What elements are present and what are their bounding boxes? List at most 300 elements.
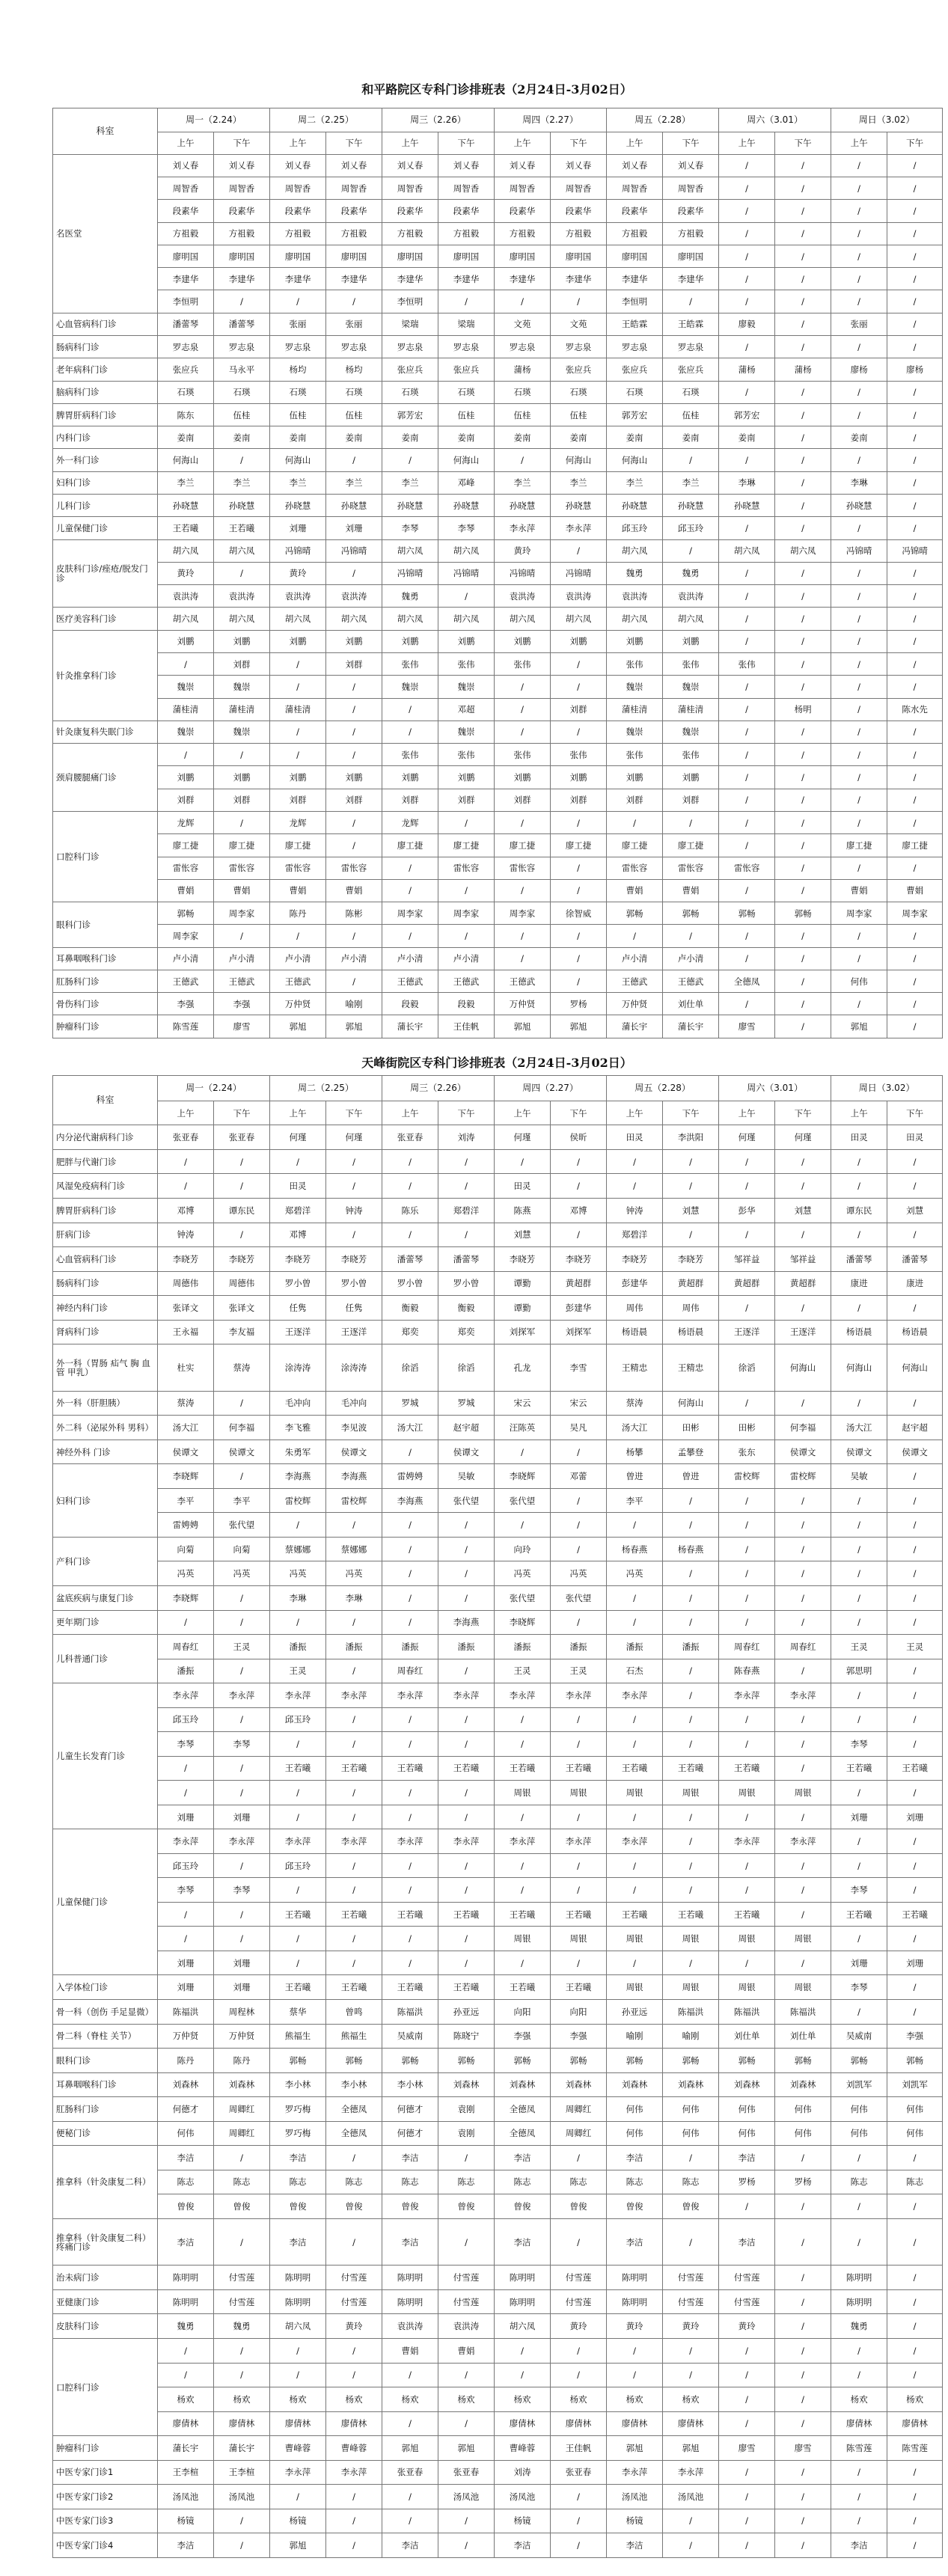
doctor-cell: / bbox=[158, 652, 214, 675]
table-row bbox=[53, 471, 943, 494]
doctor-cell: / bbox=[382, 1878, 438, 1903]
doctor-cell: 刘鹏 bbox=[438, 766, 495, 789]
doctor-cell: 邓超 bbox=[438, 698, 495, 721]
doctor-cell: 刘珊 bbox=[326, 517, 382, 539]
doctor-cell: 郭旭 bbox=[831, 1015, 887, 1038]
doctor-cell: / bbox=[831, 1853, 887, 1878]
dept-name: 医疗美容科门诊 bbox=[53, 608, 158, 630]
doctor-cell: 冯英 bbox=[551, 1561, 607, 1586]
doctor-cell: 汤凤池 bbox=[663, 2485, 719, 2509]
doctor-cell: 田彬 bbox=[663, 1416, 719, 1440]
doctor-cell: / bbox=[214, 2509, 270, 2533]
doctor-cell: 周伟 bbox=[607, 1296, 663, 1321]
doctor-cell: 汤凤池 bbox=[214, 2485, 270, 2509]
doctor-cell: 邓博 bbox=[270, 1223, 326, 1247]
doctor-cell: / bbox=[326, 1927, 382, 1951]
doctor-cell: / bbox=[775, 585, 831, 608]
doctor-cell: 曾进 bbox=[663, 1464, 719, 1489]
dept-name: 儿童保健门诊 bbox=[53, 1829, 158, 1975]
doctor-cell: 曾俊 bbox=[551, 2194, 607, 2219]
doctor-cell: 何伟 bbox=[775, 2097, 831, 2122]
doctor-cell: 陈明明 bbox=[270, 2266, 326, 2290]
doctor-cell: / bbox=[775, 947, 831, 970]
doctor-cell: 黄玲 bbox=[326, 2314, 382, 2339]
doctor-cell: / bbox=[158, 1927, 214, 1951]
doctor-cell: / bbox=[438, 2533, 495, 2558]
doctor-cell: 蔡华 bbox=[270, 2000, 326, 2025]
doctor-cell: 潘振 bbox=[551, 1635, 607, 1659]
doctor-cell: 周卿红 bbox=[214, 2097, 270, 2122]
doctor-cell: 廖倩林 bbox=[326, 2411, 382, 2436]
doctor-cell: 何伟 bbox=[663, 2097, 719, 2122]
doctor-cell: 雷娉娉 bbox=[158, 1513, 214, 1538]
doctor-cell: / bbox=[326, 2533, 382, 2558]
doctor-cell: 李洁 bbox=[607, 2146, 663, 2170]
doctor-cell: / bbox=[438, 1853, 495, 1878]
doctor-cell: 喻刚 bbox=[663, 2024, 719, 2049]
doctor-cell: 李晓辉 bbox=[495, 1610, 551, 1635]
doctor-cell: / bbox=[326, 562, 382, 584]
doctor-cell: 刘珊 bbox=[158, 1805, 214, 1829]
doctor-cell: 李琴 bbox=[158, 1732, 214, 1757]
doctor-cell: 雷娉娉 bbox=[382, 1464, 438, 1489]
doctor-cell: / bbox=[719, 2338, 775, 2363]
doctor-cell: 曾俊 bbox=[214, 2194, 270, 2219]
doctor-cell: 陈明明 bbox=[831, 2289, 887, 2314]
doctor-cell: 李永萍 bbox=[382, 1829, 438, 1854]
doctor-cell: / bbox=[438, 2218, 495, 2266]
doctor-cell: 罗志泉 bbox=[607, 336, 663, 358]
doctor-cell: 曹娟 bbox=[438, 2338, 495, 2363]
doctor-cell: / bbox=[551, 947, 607, 970]
doctor-cell: 李建华 bbox=[663, 268, 719, 290]
doctor-cell: 李晓芳 bbox=[663, 1247, 719, 1272]
doctor-cell: 李建华 bbox=[270, 268, 326, 290]
doctor-cell: / bbox=[438, 1174, 495, 1199]
doctor-cell: 方祖毅 bbox=[607, 222, 663, 245]
doctor-cell: / bbox=[270, 744, 326, 766]
doctor-cell: 何伟 bbox=[607, 2121, 663, 2146]
table-row bbox=[53, 222, 943, 245]
doctor-cell: 周银 bbox=[607, 1975, 663, 2000]
doctor-cell: / bbox=[831, 562, 887, 584]
table-row bbox=[53, 2509, 943, 2533]
doctor-cell: 伍桂 bbox=[551, 403, 607, 426]
doctor-cell: 王若曦 bbox=[551, 1902, 607, 1927]
doctor-cell: / bbox=[663, 1878, 719, 1903]
doctor-cell: / bbox=[831, 403, 887, 426]
doctor-cell: / bbox=[887, 2509, 943, 2533]
doctor-cell: 李琴 bbox=[382, 517, 438, 539]
doctor-cell: 潘振 bbox=[382, 1635, 438, 1659]
doctor-cell: / bbox=[775, 290, 831, 313]
doctor-cell: 曾俊 bbox=[607, 2194, 663, 2219]
table-row bbox=[53, 381, 943, 403]
doctor-cell: 罗小曾 bbox=[382, 1271, 438, 1296]
doctor-cell: / bbox=[438, 1223, 495, 1247]
doctor-cell: 曾俊 bbox=[663, 2194, 719, 2219]
doctor-cell: / bbox=[831, 381, 887, 403]
session-am-header: 上午 bbox=[831, 1101, 887, 1125]
doctor-cell: / bbox=[495, 1853, 551, 1878]
doctor-cell: / bbox=[887, 1391, 943, 1416]
doctor-cell: 曹娟 bbox=[214, 879, 270, 902]
doctor-cell: 孙晓慧 bbox=[831, 495, 887, 517]
doctor-cell: 刘珊 bbox=[214, 1805, 270, 1829]
doctor-cell: / bbox=[831, 290, 887, 313]
doctor-cell: / bbox=[719, 1805, 775, 1829]
doctor-cell: 段素华 bbox=[495, 200, 551, 222]
doctor-cell: 石瑛 bbox=[326, 381, 382, 403]
doctor-cell: / bbox=[382, 698, 438, 721]
doctor-cell: 李晓芳 bbox=[607, 1247, 663, 1272]
doctor-cell: / bbox=[775, 245, 831, 267]
doctor-cell: 刘乂春 bbox=[158, 154, 214, 177]
doctor-cell: 陈明明 bbox=[607, 2266, 663, 2290]
doctor-cell: 汤大江 bbox=[607, 1416, 663, 1440]
doctor-cell: 胡六凤 bbox=[214, 539, 270, 562]
doctor-cell: 段素华 bbox=[158, 200, 214, 222]
doctor-cell: 方祖毅 bbox=[270, 222, 326, 245]
doctor-cell: 张丽 bbox=[326, 313, 382, 335]
doctor-cell: 张代望 bbox=[214, 1513, 270, 1538]
doctor-cell: 李永萍 bbox=[158, 1683, 214, 1708]
doctor-cell: 刘鹏 bbox=[663, 766, 719, 789]
table-row bbox=[53, 1659, 943, 1683]
doctor-cell: 刘群 bbox=[663, 789, 719, 811]
doctor-cell: 李强 bbox=[887, 2024, 943, 2049]
doctor-cell: / bbox=[775, 403, 831, 426]
dept-name: 老年病科门诊 bbox=[53, 358, 158, 381]
doctor-cell: / bbox=[607, 1149, 663, 1174]
doctor-cell: / bbox=[382, 2485, 438, 2509]
doctor-cell: 周银 bbox=[775, 1781, 831, 1805]
table-row bbox=[53, 789, 943, 811]
table-row bbox=[53, 1927, 943, 1951]
doctor-cell: 向阳 bbox=[551, 2000, 607, 2025]
doctor-cell: 李琳 bbox=[270, 1585, 326, 1610]
doctor-cell: / bbox=[663, 1829, 719, 1854]
doctor-cell: 彭建华 bbox=[607, 1271, 663, 1296]
doctor-cell: 毛冲向 bbox=[270, 1391, 326, 1416]
doctor-cell: 石瑛 bbox=[214, 381, 270, 403]
doctor-cell: / bbox=[831, 1683, 887, 1708]
doctor-cell: 杨春燕 bbox=[663, 1537, 719, 1561]
doctor-cell: 郑奕 bbox=[382, 1320, 438, 1344]
doctor-cell: 李琴 bbox=[214, 1878, 270, 1903]
dept-name: 中医专家门诊4 bbox=[53, 2533, 158, 2558]
doctor-cell: 罗巧梅 bbox=[270, 2121, 326, 2146]
doctor-cell: 李海燕 bbox=[382, 1488, 438, 1513]
doctor-cell: 孙亚远 bbox=[438, 2000, 495, 2025]
doctor-cell: 吴凡 bbox=[551, 1416, 607, 1440]
doctor-cell: / bbox=[775, 2194, 831, 2219]
doctor-cell: / bbox=[326, 1878, 382, 1903]
doctor-cell: 熊福生 bbox=[270, 2024, 326, 2049]
doctor-cell: 梁瑞 bbox=[438, 313, 495, 335]
doctor-cell: 付雪莲 bbox=[663, 2266, 719, 2290]
doctor-cell: 李洁 bbox=[607, 2533, 663, 2558]
doctor-cell: 黄玲 bbox=[607, 2314, 663, 2339]
doctor-cell: 王若曦 bbox=[831, 1902, 887, 1927]
doctor-cell: / bbox=[719, 2387, 775, 2412]
doctor-cell: / bbox=[270, 1927, 326, 1951]
table-row bbox=[53, 426, 943, 449]
doctor-cell: 李建华 bbox=[495, 268, 551, 290]
doctor-cell: 马永平 bbox=[214, 358, 270, 381]
table-row bbox=[53, 1344, 943, 1392]
doctor-cell: 李永萍 bbox=[551, 1829, 607, 1854]
doctor-cell: 何德才 bbox=[382, 2097, 438, 2122]
table-row bbox=[53, 2266, 943, 2290]
doctor-cell: 何伟 bbox=[887, 2097, 943, 2122]
doctor-cell: 赵宇超 bbox=[887, 1416, 943, 1440]
doctor-cell: 孙晓慧 bbox=[382, 495, 438, 517]
doctor-cell: / bbox=[495, 925, 551, 947]
doctor-cell: 罗小曾 bbox=[326, 1271, 382, 1296]
doctor-cell: 黄玲 bbox=[719, 2314, 775, 2339]
doctor-cell: 郭畅 bbox=[775, 902, 831, 925]
doctor-cell: 刘乂春 bbox=[438, 154, 495, 177]
doctor-cell: / bbox=[326, 676, 382, 698]
doctor-cell: 李洁 bbox=[382, 2533, 438, 2558]
doctor-cell: 潘振 bbox=[438, 1635, 495, 1659]
doctor-cell: / bbox=[551, 970, 607, 992]
doctor-cell: 潘蕾琴 bbox=[831, 1247, 887, 1272]
table-row bbox=[53, 2387, 943, 2412]
doctor-cell: 黄玲 bbox=[663, 2314, 719, 2339]
dept-name: 耳鼻咽喉科门诊 bbox=[53, 2072, 158, 2097]
doctor-cell: / bbox=[775, 1223, 831, 1247]
doctor-cell: 王若曦 bbox=[831, 1756, 887, 1781]
doctor-cell: 曹娟 bbox=[663, 879, 719, 902]
doctor-cell: 伍桂 bbox=[270, 403, 326, 426]
doctor-cell: 何伟 bbox=[607, 2097, 663, 2122]
doctor-cell: 张应兵 bbox=[438, 358, 495, 381]
doctor-cell: / bbox=[663, 1585, 719, 1610]
doctor-cell: / bbox=[775, 2363, 831, 2387]
doctor-cell: 廖明国 bbox=[663, 245, 719, 267]
doctor-cell: 段毅 bbox=[438, 993, 495, 1015]
doctor-cell: 汪陈英 bbox=[495, 1416, 551, 1440]
doctor-cell: 刘凯军 bbox=[831, 2072, 887, 2097]
doctor-cell: / bbox=[775, 1805, 831, 1829]
doctor-cell: 刘森林 bbox=[158, 2072, 214, 2097]
doctor-cell: 何瑾 bbox=[326, 1125, 382, 1150]
doctor-cell: / bbox=[887, 2218, 943, 2266]
doctor-cell: / bbox=[831, 947, 887, 970]
doctor-cell: 周银 bbox=[607, 1927, 663, 1951]
doctor-cell: 陈春燕 bbox=[719, 1659, 775, 1683]
doctor-cell: 罗志泉 bbox=[382, 336, 438, 358]
doctor-cell: / bbox=[775, 1951, 831, 1975]
doctor-cell: 廖工捷 bbox=[551, 834, 607, 857]
doctor-cell: 张代望 bbox=[438, 1488, 495, 1513]
schedule-table bbox=[52, 1075, 943, 2558]
doctor-cell: 姜南 bbox=[551, 426, 607, 449]
doctor-cell: 李永萍 bbox=[663, 2460, 719, 2485]
doctor-cell: 潘振 bbox=[158, 1659, 214, 1683]
table-row bbox=[53, 947, 943, 970]
doctor-cell: 刘鹏 bbox=[551, 630, 607, 652]
doctor-cell: 胡六凤 bbox=[382, 539, 438, 562]
doctor-cell: 袁洪涛 bbox=[382, 2314, 438, 2339]
hepinglu-schedule bbox=[52, 0, 941, 1051]
doctor-cell: / bbox=[158, 1174, 214, 1199]
doctor-cell: / bbox=[551, 539, 607, 562]
doctor-cell: / bbox=[775, 811, 831, 833]
doctor-cell: 刘仕单 bbox=[663, 993, 719, 1015]
doctor-cell: 蒲杨 bbox=[719, 358, 775, 381]
doctor-cell: 万仲贤 bbox=[214, 2024, 270, 2049]
day-header: 周二（2.25） bbox=[270, 1076, 382, 1101]
doctor-cell: 王若曦 bbox=[382, 1756, 438, 1781]
doctor-cell: 王德武 bbox=[382, 970, 438, 992]
doctor-cell: / bbox=[887, 970, 943, 992]
doctor-cell: 姜南 bbox=[607, 426, 663, 449]
doctor-cell: / bbox=[887, 336, 943, 358]
doctor-cell: / bbox=[887, 495, 943, 517]
doctor-cell: 廖倩林 bbox=[887, 2411, 943, 2436]
doctor-cell: / bbox=[663, 2146, 719, 2170]
doctor-cell: / bbox=[887, 2266, 943, 2290]
doctor-cell: / bbox=[214, 1781, 270, 1805]
doctor-cell: 侯谭文 bbox=[214, 1440, 270, 1464]
doctor-cell: / bbox=[382, 1610, 438, 1635]
doctor-cell: 潘振 bbox=[326, 1635, 382, 1659]
doctor-cell: / bbox=[382, 1707, 438, 1732]
doctor-cell: 付雪莲 bbox=[214, 2289, 270, 2314]
doctor-cell: 刘群 bbox=[382, 789, 438, 811]
table-row bbox=[53, 1296, 943, 1321]
doctor-cell: 冯锦晴 bbox=[551, 562, 607, 584]
session-am-header: 上午 bbox=[831, 132, 887, 154]
doctor-cell: / bbox=[887, 222, 943, 245]
doctor-cell: / bbox=[551, 1610, 607, 1635]
doctor-cell: 全德凤 bbox=[326, 2121, 382, 2146]
doctor-cell: 蒲杨 bbox=[495, 358, 551, 381]
dept-name: 更年期门诊 bbox=[53, 1610, 158, 1635]
doctor-cell: 李洁 bbox=[495, 2218, 551, 2266]
doctor-cell: 姜南 bbox=[831, 426, 887, 449]
doctor-cell: 魏崇 bbox=[382, 676, 438, 698]
dept-name: 外一科（胃肠 疝气 胸 血管 甲乳） bbox=[53, 1344, 158, 1392]
doctor-cell: / bbox=[214, 2146, 270, 2170]
doctor-cell: 冯锦晴 bbox=[326, 539, 382, 562]
doctor-cell: / bbox=[719, 1878, 775, 1903]
doctor-cell: 冯英 bbox=[214, 1561, 270, 1586]
dept-name: 产科门诊 bbox=[53, 1537, 158, 1585]
doctor-cell: / bbox=[831, 1585, 887, 1610]
doctor-cell: / bbox=[775, 1878, 831, 1903]
doctor-cell: / bbox=[158, 1610, 214, 1635]
doctor-cell: 周德伟 bbox=[214, 1271, 270, 1296]
doctor-cell: 彭建华 bbox=[551, 1296, 607, 1321]
doctor-cell: / bbox=[326, 449, 382, 471]
doctor-cell: / bbox=[719, 1223, 775, 1247]
doctor-cell: 全德凤 bbox=[719, 970, 775, 992]
doctor-cell: 王逐洋 bbox=[270, 1320, 326, 1344]
doctor-cell: 李见波 bbox=[326, 1416, 382, 1440]
doctor-cell: / bbox=[831, 222, 887, 245]
doctor-cell: / bbox=[663, 1853, 719, 1878]
doctor-cell: 雷校辉 bbox=[775, 1464, 831, 1489]
doctor-cell: 李晓芳 bbox=[158, 1247, 214, 1272]
doctor-cell: 喻刚 bbox=[607, 2024, 663, 2049]
doctor-cell: 陈晓宁 bbox=[438, 2024, 495, 2049]
doctor-cell: 廖工捷 bbox=[607, 834, 663, 857]
table-row bbox=[53, 902, 943, 925]
doctor-cell: 蔡涛 bbox=[607, 1391, 663, 1416]
doctor-cell: 方祖毅 bbox=[438, 222, 495, 245]
doctor-cell: 宋云 bbox=[551, 1391, 607, 1416]
doctor-cell: 周李家 bbox=[382, 902, 438, 925]
doctor-cell: / bbox=[438, 1732, 495, 1757]
dept-name: 外一科（肝胆胰） bbox=[53, 1391, 158, 1416]
session-am-header: 上午 bbox=[719, 132, 775, 154]
doctor-cell: / bbox=[551, 879, 607, 902]
doctor-cell: 陈雪莲 bbox=[831, 2436, 887, 2461]
doctor-cell: 刘群 bbox=[326, 652, 382, 675]
doctor-cell: 何德才 bbox=[158, 2097, 214, 2122]
doctor-cell: / bbox=[831, 1707, 887, 1732]
doctor-cell: / bbox=[551, 2363, 607, 2387]
doctor-cell: / bbox=[438, 1149, 495, 1174]
doctor-cell: 任隽 bbox=[326, 1296, 382, 1321]
doctor-cell: 杜实 bbox=[158, 1344, 214, 1392]
doctor-cell: 杨攀 bbox=[607, 1440, 663, 1464]
doctor-cell: 廖倩林 bbox=[831, 2411, 887, 2436]
doctor-cell: 冯英 bbox=[326, 1561, 382, 1586]
doctor-cell: / bbox=[719, 1610, 775, 1635]
doctor-cell: / bbox=[214, 1149, 270, 1174]
doctor-cell: / bbox=[887, 652, 943, 675]
doctor-cell: / bbox=[887, 2533, 943, 2558]
doctor-cell: / bbox=[214, 1174, 270, 1199]
doctor-cell: 卢小清 bbox=[158, 947, 214, 970]
doctor-cell: 袁洪涛 bbox=[495, 585, 551, 608]
table-row bbox=[53, 1707, 943, 1732]
doctor-cell: 刘乂春 bbox=[214, 154, 270, 177]
doctor-cell: 袁洪涛 bbox=[607, 585, 663, 608]
doctor-cell: 周李家 bbox=[495, 902, 551, 925]
doctor-cell: 卢小清 bbox=[663, 947, 719, 970]
table-row bbox=[53, 630, 943, 652]
doctor-cell: / bbox=[551, 2485, 607, 2509]
doctor-cell: / bbox=[775, 1488, 831, 1513]
doctor-cell: 方祖毅 bbox=[158, 222, 214, 245]
doctor-cell: / bbox=[551, 1513, 607, 1538]
doctor-cell: / bbox=[551, 1732, 607, 1757]
doctor-cell: 陈福洪 bbox=[663, 2000, 719, 2025]
doctor-cell: 陈志 bbox=[551, 2170, 607, 2194]
doctor-cell: 李永萍 bbox=[551, 517, 607, 539]
doctor-cell: 石杰 bbox=[607, 1659, 663, 1683]
doctor-cell: / bbox=[663, 1561, 719, 1586]
doctor-cell: 李强 bbox=[495, 2024, 551, 2049]
session-pm-header: 下午 bbox=[775, 132, 831, 154]
dept-name: 外二科（泌尿外科 男科） bbox=[53, 1416, 158, 1440]
doctor-cell: / bbox=[326, 2146, 382, 2170]
doctor-cell: 刘群 bbox=[495, 789, 551, 811]
doctor-cell: 何海山 bbox=[775, 1344, 831, 1392]
doctor-cell: 郑碧洋 bbox=[607, 1223, 663, 1247]
doctor-cell: / bbox=[719, 1853, 775, 1878]
doctor-cell: 王若曦 bbox=[495, 1756, 551, 1781]
doctor-cell: 李小林 bbox=[326, 2072, 382, 2097]
doctor-cell: / bbox=[775, 1296, 831, 1321]
doctor-cell: / bbox=[663, 2363, 719, 2387]
